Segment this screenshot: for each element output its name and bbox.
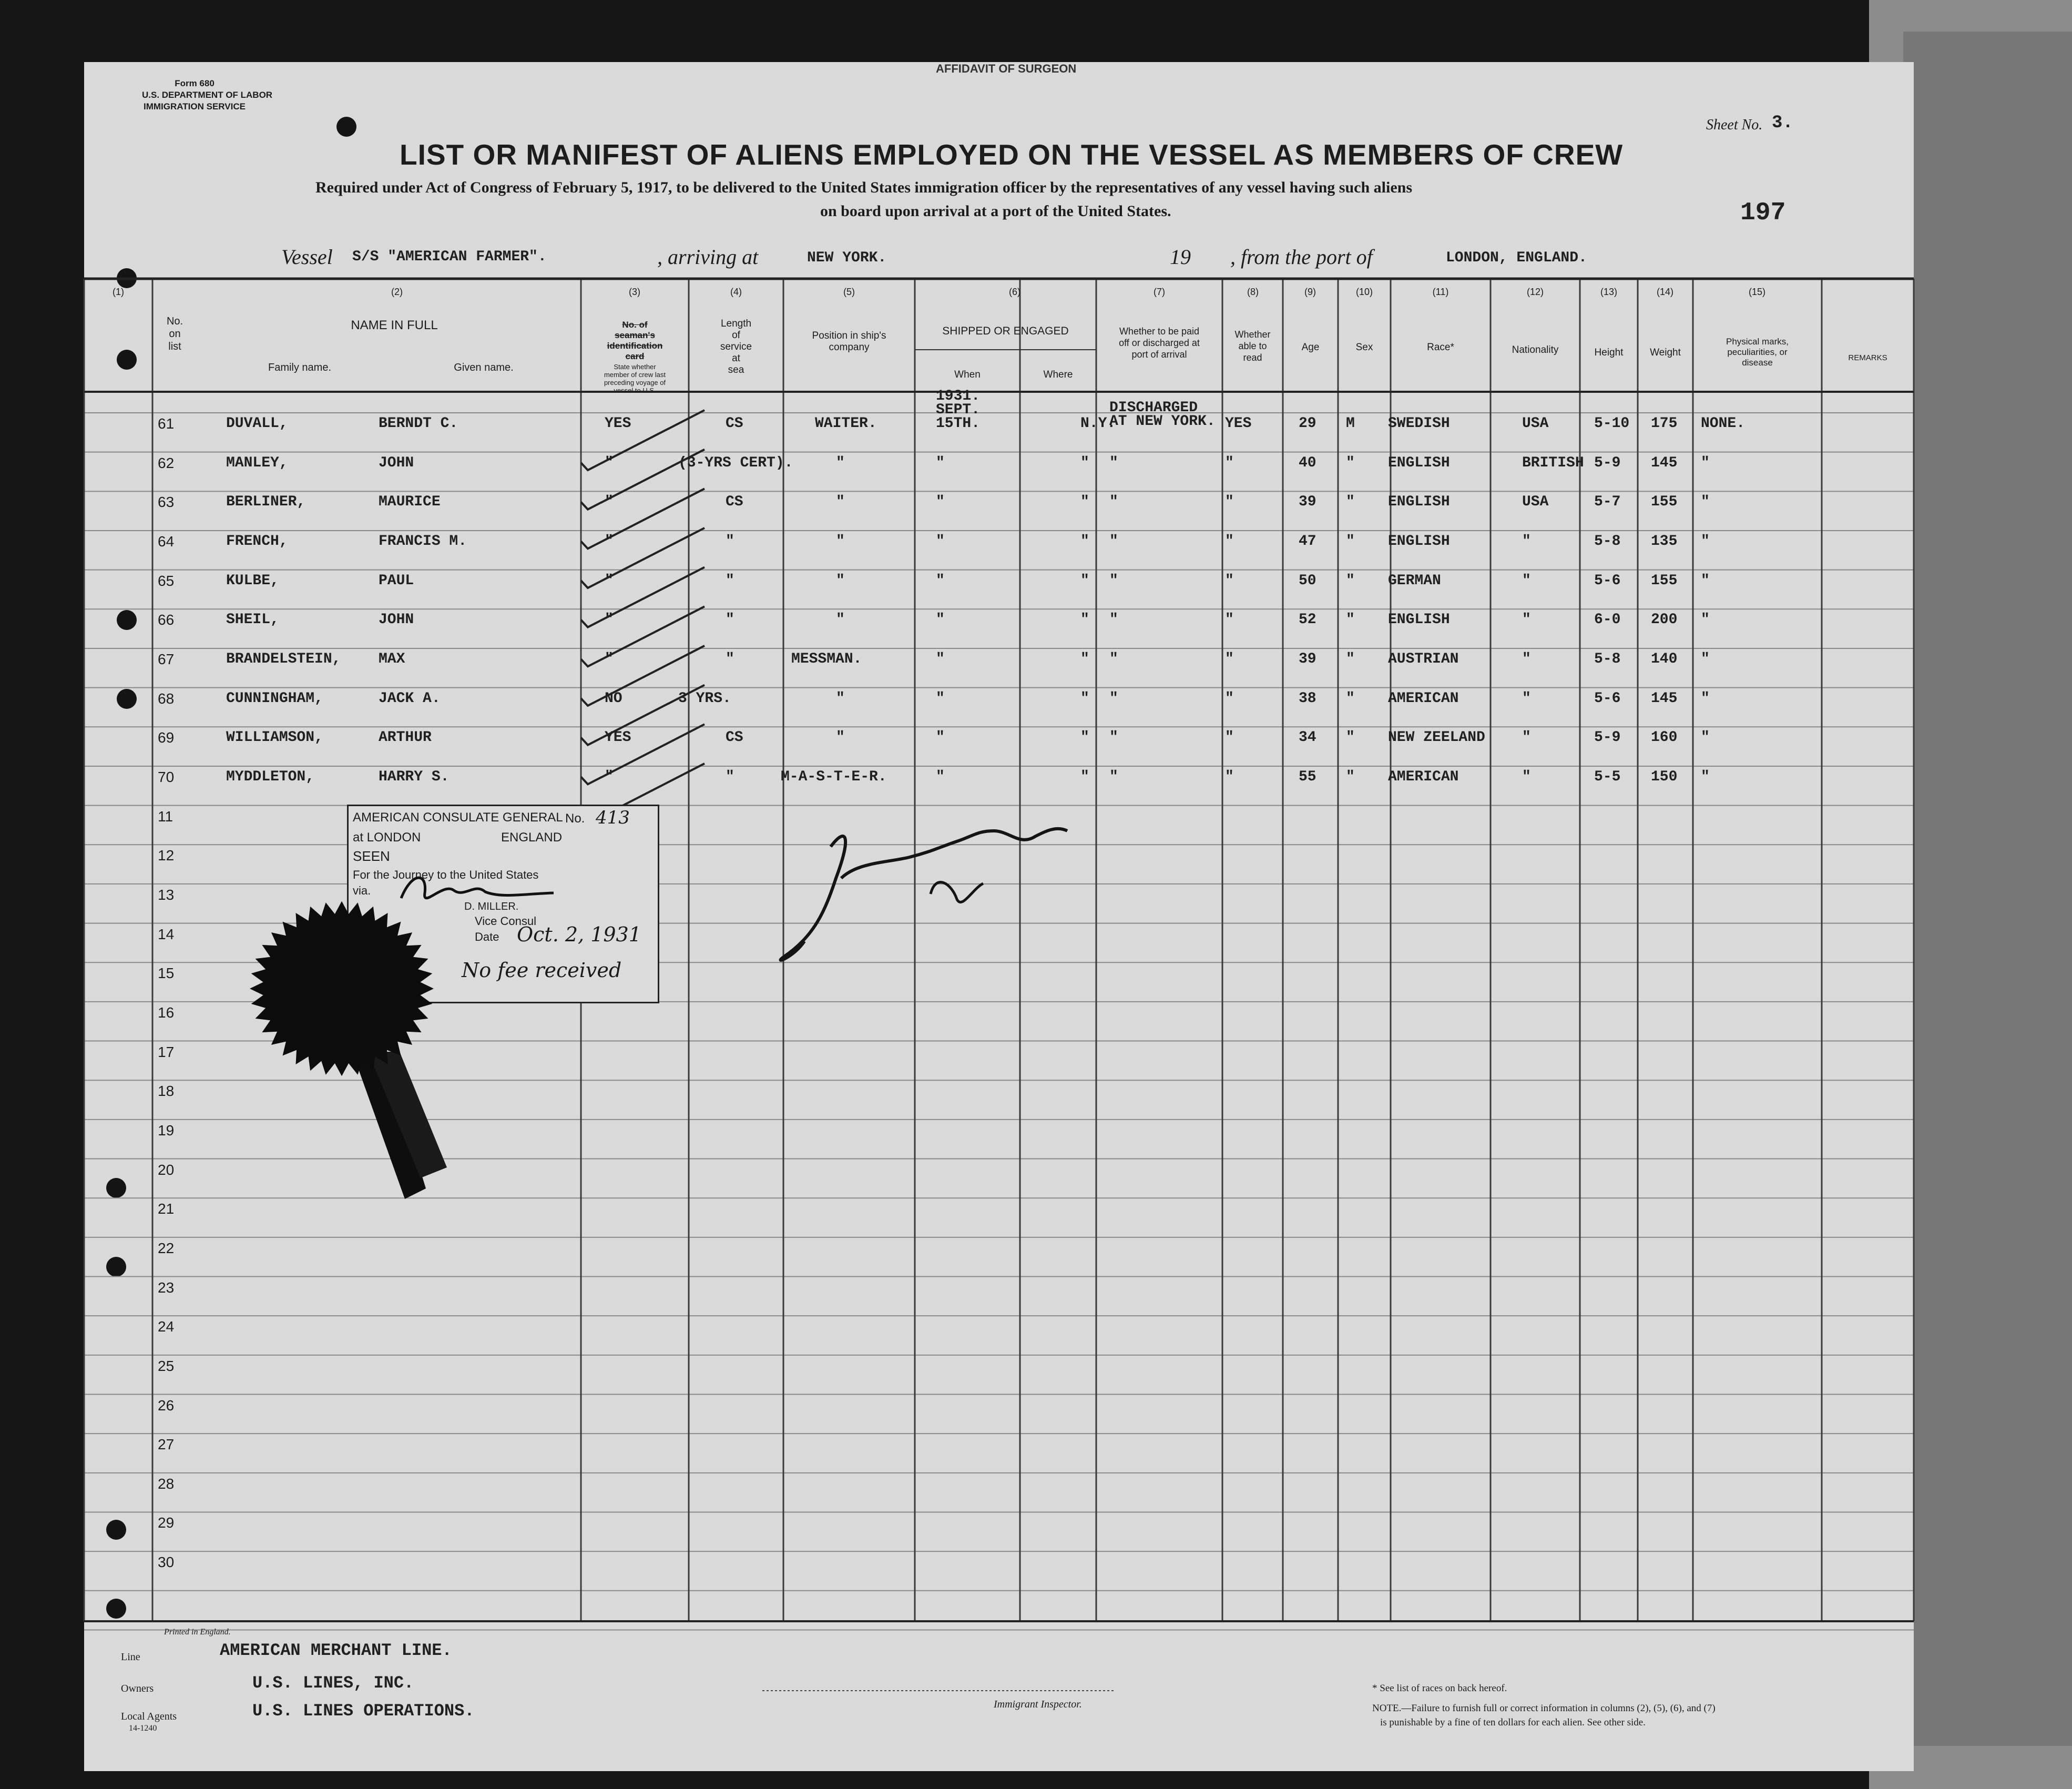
cell-height: 6-0 bbox=[1594, 612, 1621, 628]
cell-given: JACK A. bbox=[379, 690, 441, 707]
cell-where: " bbox=[1080, 729, 1089, 746]
col-physical-marks: Physical marks, bbox=[1726, 337, 1789, 347]
cell-weight: 135 bbox=[1651, 533, 1678, 550]
line-label: Line bbox=[121, 1651, 140, 1663]
cell-where: " bbox=[1080, 768, 1089, 785]
cell-sex: M bbox=[1346, 415, 1355, 432]
cell-discharge: " bbox=[1109, 572, 1118, 589]
cell-nationality: " bbox=[1522, 650, 1531, 667]
cell-position: " bbox=[836, 533, 845, 550]
cell-position: " bbox=[836, 494, 845, 511]
cell-race: AUSTRIAN bbox=[1388, 650, 1459, 667]
col-weight: Weight bbox=[1650, 347, 1681, 358]
cell-race: GERMAN bbox=[1388, 572, 1441, 589]
cell-position: M-A-S-T-E-R. bbox=[781, 768, 887, 785]
cell-given: MAURICE bbox=[379, 494, 441, 511]
column-number: (11) bbox=[1432, 287, 1449, 297]
form-code: 14-1240 bbox=[129, 1724, 157, 1733]
col-prev-voyage-note: State whether bbox=[614, 363, 656, 371]
stamp-country: ENGLAND bbox=[501, 830, 563, 845]
cell-when: SEPT. bbox=[936, 402, 981, 418]
column-number: (3) bbox=[629, 287, 640, 297]
cell-age: 38 bbox=[1299, 690, 1316, 707]
col-length-of-service: of bbox=[732, 330, 740, 341]
cell-family: FRENCH, bbox=[226, 533, 288, 550]
col-prev-voyage-note: preceding voyage of bbox=[604, 379, 666, 387]
cell-when: 15TH. bbox=[936, 415, 981, 432]
cell-weight: 145 bbox=[1651, 690, 1678, 707]
col-given-name: Given name. bbox=[454, 362, 514, 373]
cell-nationality: USA bbox=[1522, 494, 1549, 511]
cell-service: " bbox=[726, 533, 734, 550]
cell-weight: 150 bbox=[1651, 768, 1678, 785]
col-name-in-full: NAME IN FULL bbox=[351, 318, 438, 332]
cell-position: WAITER. bbox=[815, 415, 877, 432]
cell-marks: " bbox=[1701, 533, 1710, 550]
col-physical-marks: disease bbox=[1742, 358, 1773, 368]
col-physical-marks: peculiarities, or bbox=[1727, 347, 1788, 357]
cell-race: ENGLISH bbox=[1388, 494, 1450, 511]
cell-family: WILLIAMSON, bbox=[226, 729, 323, 746]
empty-row-number: 25 bbox=[158, 1357, 175, 1374]
empty-row-number: 27 bbox=[158, 1436, 175, 1453]
cell-service: CS bbox=[726, 494, 743, 511]
cell-given: JOHN bbox=[379, 612, 414, 628]
cell-service: (3-YRS CERT). bbox=[678, 454, 793, 471]
cell-no: 69 bbox=[158, 729, 175, 746]
cell-race: AMERICAN bbox=[1388, 690, 1459, 707]
stamp-vice-consul: Vice Consul bbox=[475, 914, 536, 928]
subtitle-line-1: Required under Act of Congress of February 5, 1917, to be delivered to the United States immigration officer by the representatives of any vessel having such aliens bbox=[315, 179, 1412, 196]
cell-nationality: " bbox=[1522, 533, 1531, 550]
col-position: company bbox=[829, 342, 870, 353]
col-paid-off: off or discharged at bbox=[1119, 338, 1200, 348]
cell-weight: 155 bbox=[1651, 572, 1678, 589]
stamp-location: at LONDON bbox=[353, 830, 421, 845]
cell-sex: " bbox=[1346, 768, 1355, 785]
cell-sex: " bbox=[1346, 494, 1355, 511]
column-number: (8) bbox=[1247, 287, 1259, 297]
stamp-journey: For the Journey to the United States bbox=[353, 868, 539, 881]
stamp-handnote: No fee received bbox=[462, 959, 622, 982]
empty-row-number: 28 bbox=[158, 1475, 175, 1492]
cell-prev: " bbox=[605, 768, 614, 785]
cell-no: 64 bbox=[158, 533, 175, 550]
cell-race: ENGLISH bbox=[1388, 454, 1450, 471]
col-id-card: identification bbox=[607, 341, 663, 351]
cell-family: MANLEY, bbox=[226, 454, 288, 471]
col-length-of-service: at bbox=[732, 353, 740, 364]
cell-sex: " bbox=[1346, 612, 1355, 628]
col-length-of-service: sea bbox=[728, 364, 744, 375]
cell-weight: 140 bbox=[1651, 650, 1678, 667]
cell-prev: " bbox=[605, 454, 614, 471]
cell-where: N.Y. bbox=[1080, 415, 1116, 432]
cell-height: 5-7 bbox=[1594, 494, 1621, 511]
cell-height: 5-6 bbox=[1594, 572, 1621, 589]
department: U.S. DEPARTMENT OF LABOR bbox=[142, 90, 273, 100]
cell-age: 50 bbox=[1299, 572, 1316, 589]
col-id-card: No. of bbox=[622, 320, 648, 330]
form-number: Form 680 bbox=[175, 78, 215, 88]
cell-marks: NONE. bbox=[1701, 415, 1746, 432]
stamp-consulate: AMERICAN CONSULATE GENERAL bbox=[353, 810, 563, 825]
cell-where: " bbox=[1080, 533, 1089, 550]
cell-when: " bbox=[936, 650, 945, 667]
cell-family: BERLINER, bbox=[226, 494, 306, 511]
empty-row-number: 13 bbox=[158, 886, 175, 903]
col-remarks: REMARKS bbox=[1848, 353, 1887, 362]
sheet-label: Sheet No. bbox=[1706, 117, 1763, 133]
cell-given: FRANCIS M. bbox=[379, 533, 467, 550]
col-prev-voyage-note: vessel to U.S. bbox=[614, 387, 656, 394]
empty-row-number: 14 bbox=[158, 926, 175, 942]
owners-value: U.S. LINES, INC. bbox=[252, 1673, 414, 1693]
empty-row-number: 12 bbox=[158, 847, 175, 864]
cell-discharge: DISCHARGED bbox=[1109, 400, 1198, 416]
cell-age: 52 bbox=[1299, 612, 1316, 628]
stamp-seen: SEEN bbox=[353, 848, 390, 864]
cell-service: CS bbox=[726, 415, 743, 432]
col-shipped-engaged: SHIPPED OR ENGAGED bbox=[942, 325, 1069, 337]
col-nationality: Nationality bbox=[1512, 344, 1559, 355]
cell-given: BERNDT C. bbox=[379, 415, 458, 432]
cell-nationality: " bbox=[1522, 690, 1531, 707]
col-able-to-read: Whether bbox=[1234, 329, 1271, 340]
cell-sex: " bbox=[1346, 650, 1355, 667]
cell-when: " bbox=[936, 533, 945, 550]
cell-weight: 200 bbox=[1651, 612, 1678, 628]
cell-family: CUNNINGHAM, bbox=[226, 690, 323, 707]
cell-nationality: BRITISH bbox=[1522, 454, 1584, 471]
cell-read: " bbox=[1225, 572, 1234, 589]
printed-note: Printed in England. bbox=[164, 1628, 231, 1636]
inspector-label: Immigrant Inspector. bbox=[994, 1699, 1082, 1710]
cell-nationality: " bbox=[1522, 729, 1531, 746]
cell-race: SWEDISH bbox=[1388, 415, 1450, 432]
cell-weight: 160 bbox=[1651, 729, 1678, 746]
column-number: (5) bbox=[843, 287, 855, 297]
cell-position: MESSMAN. bbox=[791, 650, 862, 667]
top-label: AFFIDAVIT OF SURGEON bbox=[936, 62, 1077, 75]
cell-weight: 155 bbox=[1651, 494, 1678, 511]
cell-when: " bbox=[936, 612, 945, 628]
inspector-signature-line bbox=[762, 1688, 1120, 1693]
arrival-port: NEW YORK. bbox=[807, 250, 887, 266]
cell-position: " bbox=[836, 729, 845, 746]
col-length-of-service: Length bbox=[720, 318, 752, 329]
cell-where: " bbox=[1080, 572, 1089, 589]
column-number: (4) bbox=[730, 287, 742, 297]
empty-row-number: 20 bbox=[158, 1161, 175, 1178]
stamp-no-value: 413 bbox=[596, 807, 630, 828]
vessel-label: Vessel bbox=[281, 245, 333, 269]
cell-no: 63 bbox=[158, 494, 175, 511]
cell-no: 67 bbox=[158, 650, 175, 667]
col-age: Age bbox=[1301, 342, 1320, 353]
empty-row-number: 15 bbox=[158, 965, 175, 982]
cell-race: AMERICAN bbox=[1388, 768, 1459, 785]
cell-prev: YES bbox=[605, 729, 631, 746]
arriving-label: , arriving at bbox=[657, 245, 759, 269]
cell-position: " bbox=[836, 572, 845, 589]
empty-row-number: 21 bbox=[158, 1201, 175, 1217]
cell-no: 66 bbox=[158, 612, 175, 628]
cell-family: MYDDLETON, bbox=[226, 768, 315, 785]
column-number: (6) bbox=[1009, 287, 1020, 297]
cell-where: " bbox=[1080, 650, 1089, 667]
cell-marks: " bbox=[1701, 650, 1710, 667]
cell-given: HARRY S. bbox=[379, 768, 450, 785]
cell-service: CS bbox=[726, 729, 743, 746]
cell-where: " bbox=[1080, 454, 1089, 471]
cell-read: " bbox=[1225, 454, 1234, 471]
note-line-1: NOTE.—Failure to furnish full or correct information in columns (2), (5), (6), and (7) bbox=[1372, 1703, 1716, 1714]
agents-label: Local Agents bbox=[121, 1711, 177, 1722]
cell-sex: " bbox=[1346, 572, 1355, 589]
empty-row-number: 23 bbox=[158, 1279, 175, 1296]
col-where: Where bbox=[1043, 369, 1073, 380]
col-prev-voyage-note: member of crew last bbox=[604, 371, 666, 379]
cell-prev: " bbox=[605, 533, 614, 550]
cell-marks: " bbox=[1701, 690, 1710, 707]
cell-prev: " bbox=[605, 572, 614, 589]
cell-family: BRANDELSTEIN, bbox=[226, 650, 341, 667]
cell-height: 5-6 bbox=[1594, 690, 1621, 707]
cell-when: " bbox=[936, 768, 945, 785]
cell-race: NEW ZEELAND bbox=[1388, 729, 1485, 746]
cell-where: " bbox=[1080, 690, 1089, 707]
empty-row-number: 30 bbox=[158, 1554, 175, 1571]
stamp-date-label: Date bbox=[475, 930, 499, 943]
col-able-to-read: able to bbox=[1238, 341, 1267, 351]
col-no-on-list: No. bbox=[166, 316, 183, 327]
cell-position: " bbox=[836, 612, 845, 628]
cell-given: PAUL bbox=[379, 572, 414, 589]
stamp-no-label: No. bbox=[565, 811, 585, 826]
col-position: Position in ship's bbox=[812, 330, 886, 341]
agents-value: U.S. LINES OPERATIONS. bbox=[252, 1701, 475, 1721]
empty-row-number: 19 bbox=[158, 1122, 175, 1139]
cell-read: " bbox=[1225, 768, 1234, 785]
column-number: (1) bbox=[113, 287, 124, 297]
cell-where: " bbox=[1080, 612, 1089, 628]
cell-prev: " bbox=[605, 612, 614, 628]
wax-seal bbox=[247, 894, 489, 1209]
cell-marks: " bbox=[1701, 454, 1710, 471]
vessel-name: S/S "AMERICAN FARMER". bbox=[352, 249, 547, 265]
cell-sex: " bbox=[1346, 729, 1355, 746]
cell-age: 40 bbox=[1299, 454, 1316, 471]
cell-nationality: " bbox=[1522, 768, 1531, 785]
cell-prev: " bbox=[605, 494, 614, 511]
cell-weight: 145 bbox=[1651, 454, 1678, 471]
cell-height: 5-5 bbox=[1594, 768, 1621, 785]
cell-marks: " bbox=[1701, 612, 1710, 628]
cell-discharge: " bbox=[1109, 494, 1118, 511]
note-line-2: is punishable by a fine of ten dollars for each alien. See other side. bbox=[1380, 1717, 1646, 1728]
subtitle-line-2: on board upon arrival at a port of the United States. bbox=[820, 202, 1171, 220]
col-able-to-read: read bbox=[1243, 352, 1262, 363]
cell-when: " bbox=[936, 454, 945, 471]
col-family-name: Family name. bbox=[268, 362, 332, 373]
column-number: (14) bbox=[1656, 287, 1673, 297]
col-length-of-service: service bbox=[720, 341, 752, 352]
column-number: (15) bbox=[1748, 287, 1765, 297]
column-number: (12) bbox=[1526, 287, 1544, 297]
cell-family: SHEIL, bbox=[226, 612, 279, 628]
cell-sex: " bbox=[1346, 454, 1355, 471]
cell-discharge: " bbox=[1109, 533, 1118, 550]
empty-row-number: 24 bbox=[158, 1318, 175, 1335]
col-paid-off: port of arrival bbox=[1131, 349, 1187, 360]
cell-read: " bbox=[1225, 494, 1234, 511]
cell-nationality: " bbox=[1522, 612, 1531, 628]
cell-no: 68 bbox=[158, 690, 175, 707]
column-number: (2) bbox=[391, 287, 403, 297]
cell-nationality: USA bbox=[1522, 415, 1549, 432]
cell-marks: " bbox=[1701, 729, 1710, 746]
cell-age: 39 bbox=[1299, 494, 1316, 511]
col-sex: Sex bbox=[1355, 342, 1373, 353]
empty-row-number: 16 bbox=[158, 1004, 175, 1021]
cell-discharge: " bbox=[1109, 729, 1118, 746]
cell-height: 5-8 bbox=[1594, 533, 1621, 550]
cell-when: " bbox=[936, 494, 945, 511]
cell-read: " bbox=[1225, 533, 1234, 550]
cell-family: KULBE, bbox=[226, 572, 279, 589]
col-no-on-list: on bbox=[169, 328, 181, 340]
cell-service: 3 YRS. bbox=[678, 690, 731, 707]
cell-prev: NO bbox=[605, 690, 622, 707]
cell-age: 39 bbox=[1299, 650, 1316, 667]
cell-service: " bbox=[726, 768, 734, 785]
cell-height: 5-9 bbox=[1594, 729, 1621, 746]
empty-row-number: 11 bbox=[158, 808, 173, 825]
stamp-via: via. bbox=[353, 884, 371, 897]
cell-nationality: " bbox=[1522, 572, 1531, 589]
cell-when: " bbox=[936, 729, 945, 746]
cell-weight: 175 bbox=[1651, 415, 1678, 432]
cell-age: 47 bbox=[1299, 533, 1316, 550]
cell-family: DUVALL, bbox=[226, 415, 288, 432]
cell-age: 34 bbox=[1299, 729, 1316, 746]
cell-age: 55 bbox=[1299, 768, 1316, 785]
from-label: , from the port of bbox=[1230, 245, 1373, 269]
cell-given: ARTHUR bbox=[379, 729, 432, 746]
page-title: LIST OR MANIFEST OF ALIENS EMPLOYED ON THE VESSEL AS MEMBERS OF CREW bbox=[400, 138, 1624, 171]
empty-row-number: 18 bbox=[158, 1083, 175, 1100]
superintendent-signature bbox=[773, 815, 1099, 973]
cell-marks: " bbox=[1701, 572, 1710, 589]
cell-read: " bbox=[1225, 612, 1234, 628]
stamp-officer: D. MILLER. bbox=[464, 901, 519, 912]
empty-row-number: 26 bbox=[158, 1397, 175, 1414]
cell-discharge: " bbox=[1109, 612, 1118, 628]
cell-position: " bbox=[836, 690, 845, 707]
cell-prev: " bbox=[605, 650, 614, 667]
cell-no: 65 bbox=[158, 572, 175, 589]
col-race: Race* bbox=[1427, 342, 1454, 353]
cell-sex: " bbox=[1346, 533, 1355, 550]
cell-marks: " bbox=[1701, 494, 1710, 511]
column-number: (10) bbox=[1355, 287, 1373, 297]
cell-marks: " bbox=[1701, 768, 1710, 785]
cell-no: 61 bbox=[158, 415, 175, 432]
cell-no: 70 bbox=[158, 768, 175, 785]
col-id-card: card bbox=[625, 351, 645, 361]
cell-discharge: " bbox=[1109, 650, 1118, 667]
cell-given: MAX bbox=[379, 650, 405, 667]
cell-discharge: " bbox=[1109, 454, 1118, 471]
cell-discharge: " bbox=[1109, 768, 1118, 785]
cell-when: " bbox=[936, 572, 945, 589]
cell-service: " bbox=[726, 612, 734, 628]
service: IMMIGRATION SERVICE bbox=[144, 101, 246, 111]
manifest-number: 197 bbox=[1740, 199, 1786, 227]
cell-age: 29 bbox=[1299, 415, 1316, 432]
cell-race: ENGLISH bbox=[1388, 533, 1450, 550]
cell-race: ENGLISH bbox=[1388, 612, 1450, 628]
cell-prev: YES bbox=[605, 415, 631, 432]
col-no-on-list: list bbox=[168, 341, 181, 352]
column-number: (9) bbox=[1304, 287, 1316, 297]
year-label: 19 bbox=[1170, 245, 1191, 269]
form-id bbox=[142, 78, 273, 113]
cell-read: " bbox=[1225, 690, 1234, 707]
col-paid-off: Whether to be paid bbox=[1119, 326, 1200, 337]
empty-row-number: 17 bbox=[158, 1043, 175, 1060]
cell-when: " bbox=[936, 690, 945, 707]
cell-height: 5-10 bbox=[1594, 415, 1630, 432]
cell-service: " bbox=[726, 572, 734, 589]
departure-port: LONDON, ENGLAND. bbox=[1446, 250, 1587, 266]
cell-no: 62 bbox=[158, 454, 175, 471]
cell-discharge: AT NEW YORK. bbox=[1109, 413, 1216, 430]
cell-when: 1931. bbox=[936, 388, 981, 404]
cell-discharge: " bbox=[1109, 690, 1118, 707]
cell-sex: " bbox=[1346, 690, 1355, 707]
owners-label: Owners bbox=[121, 1683, 154, 1694]
col-height: Height bbox=[1594, 347, 1624, 358]
sheet-number: 3. bbox=[1772, 113, 1793, 133]
empty-row-number: 22 bbox=[158, 1239, 175, 1256]
empty-row-number: 29 bbox=[158, 1514, 175, 1531]
cell-given: JOHN bbox=[379, 454, 414, 471]
column-number: (7) bbox=[1154, 287, 1165, 297]
col-when: When bbox=[954, 369, 981, 380]
cell-read: YES bbox=[1225, 415, 1252, 432]
cell-position: " bbox=[836, 454, 845, 471]
cell-service: " bbox=[726, 650, 734, 667]
col-id-card: seaman's bbox=[615, 330, 655, 340]
cell-height: 5-8 bbox=[1594, 650, 1621, 667]
cell-where: " bbox=[1080, 494, 1089, 511]
column-number: (13) bbox=[1600, 287, 1617, 297]
cell-height: 5-9 bbox=[1594, 454, 1621, 471]
races-note: * See list of races on back hereof. bbox=[1372, 1683, 1507, 1694]
line-value: AMERICAN MERCHANT LINE. bbox=[220, 1641, 452, 1660]
cell-read: " bbox=[1225, 729, 1234, 746]
cell-read: " bbox=[1225, 650, 1234, 667]
stamp-date-value: Oct. 2, 1931 bbox=[517, 923, 641, 946]
